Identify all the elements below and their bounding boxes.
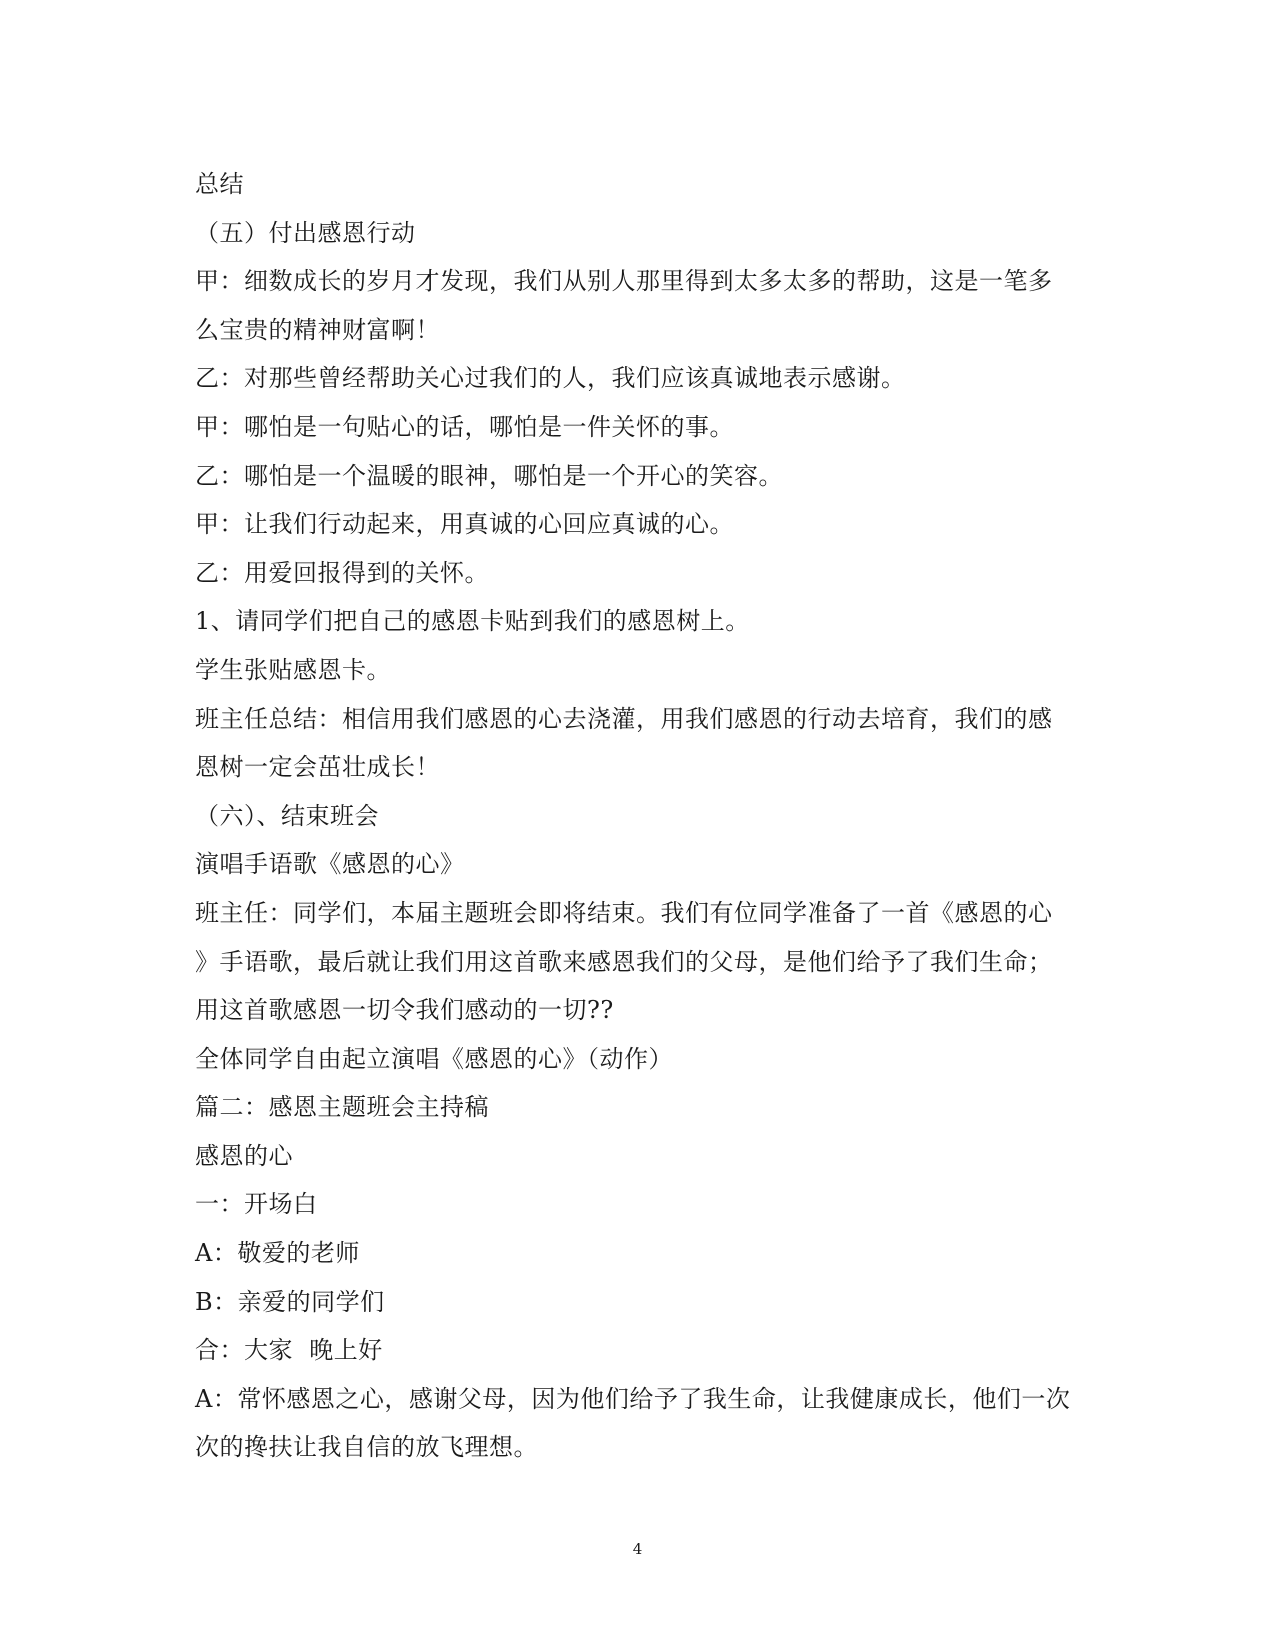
text-line: 次的搀扶让我自信的放飞理想。	[195, 1433, 538, 1462]
document-body	[195, 160, 1095, 1472]
text-line: 甲：细数成长的岁月才发现，我们从别人那里得到太多太多的帮助，这是一笔多	[195, 267, 1053, 296]
text-line: 恩树一定会茁壮成长！	[195, 753, 440, 782]
text-line: 乙：哪怕是一个温暖的眼神，哪怕是一个开心的笑容。	[195, 461, 783, 490]
text-line: 》手语歌，最后就让我们用这首歌来感恩我们的父母，是他们给予了我们生命；	[195, 947, 1053, 976]
text-line: 乙：用爱回报得到的关怀。	[195, 558, 489, 587]
chapter-heading: 篇二：感恩主题班会主持稿	[195, 1093, 489, 1122]
section-heading-6: （六）、结束班会	[195, 801, 379, 830]
text-line: 学生张贴感恩卡。	[195, 655, 391, 684]
text-line: B：亲爱的同学们	[195, 1287, 385, 1316]
text-line: 班主任：同学们，本届主题班会即将结束。我们有位同学准备了一首《感恩的心	[195, 898, 1053, 927]
text-line: 用这首歌感恩一切令我们感动的一切??	[195, 996, 614, 1025]
text-line: 班主任总结：相信用我们感恩的心去浇灌，用我们感恩的行动去培育，我们的感	[195, 704, 1053, 733]
text-line: 1、请同学们把自己的感恩卡贴到我们的感恩树上。	[195, 607, 750, 636]
text-line: A：常怀感恩之心，感谢父母，因为他们给予了我生命，让我健康成长，他们一次	[195, 1384, 1071, 1413]
text-line: 么宝贵的精神财富啊！	[195, 315, 440, 344]
text-line-summary: 总结	[195, 170, 244, 198]
text-line: 一：开场白	[195, 1190, 318, 1219]
text-line: 合：大家 晚上好	[195, 1336, 383, 1365]
text-line: 演唱手语歌《感恩的心》	[195, 850, 465, 879]
text-line: 乙：对那些曾经帮助关心过我们的人，我们应该真诚地表示感谢。	[195, 364, 906, 393]
text-line: A：敬爱的老师	[195, 1239, 360, 1268]
text-line: 感恩的心	[195, 1141, 293, 1170]
text-line: 全体同学自由起立演唱《感恩的心》（动作）	[195, 1044, 673, 1073]
page-number: 4	[632, 1540, 643, 1558]
text-line: 甲：哪怕是一句贴心的话，哪怕是一件关怀的事。	[195, 412, 734, 441]
section-heading-5: （五）付出感恩行动	[195, 218, 416, 247]
text-line: 甲：让我们行动起来，用真诚的心回应真诚的心。	[195, 510, 734, 539]
